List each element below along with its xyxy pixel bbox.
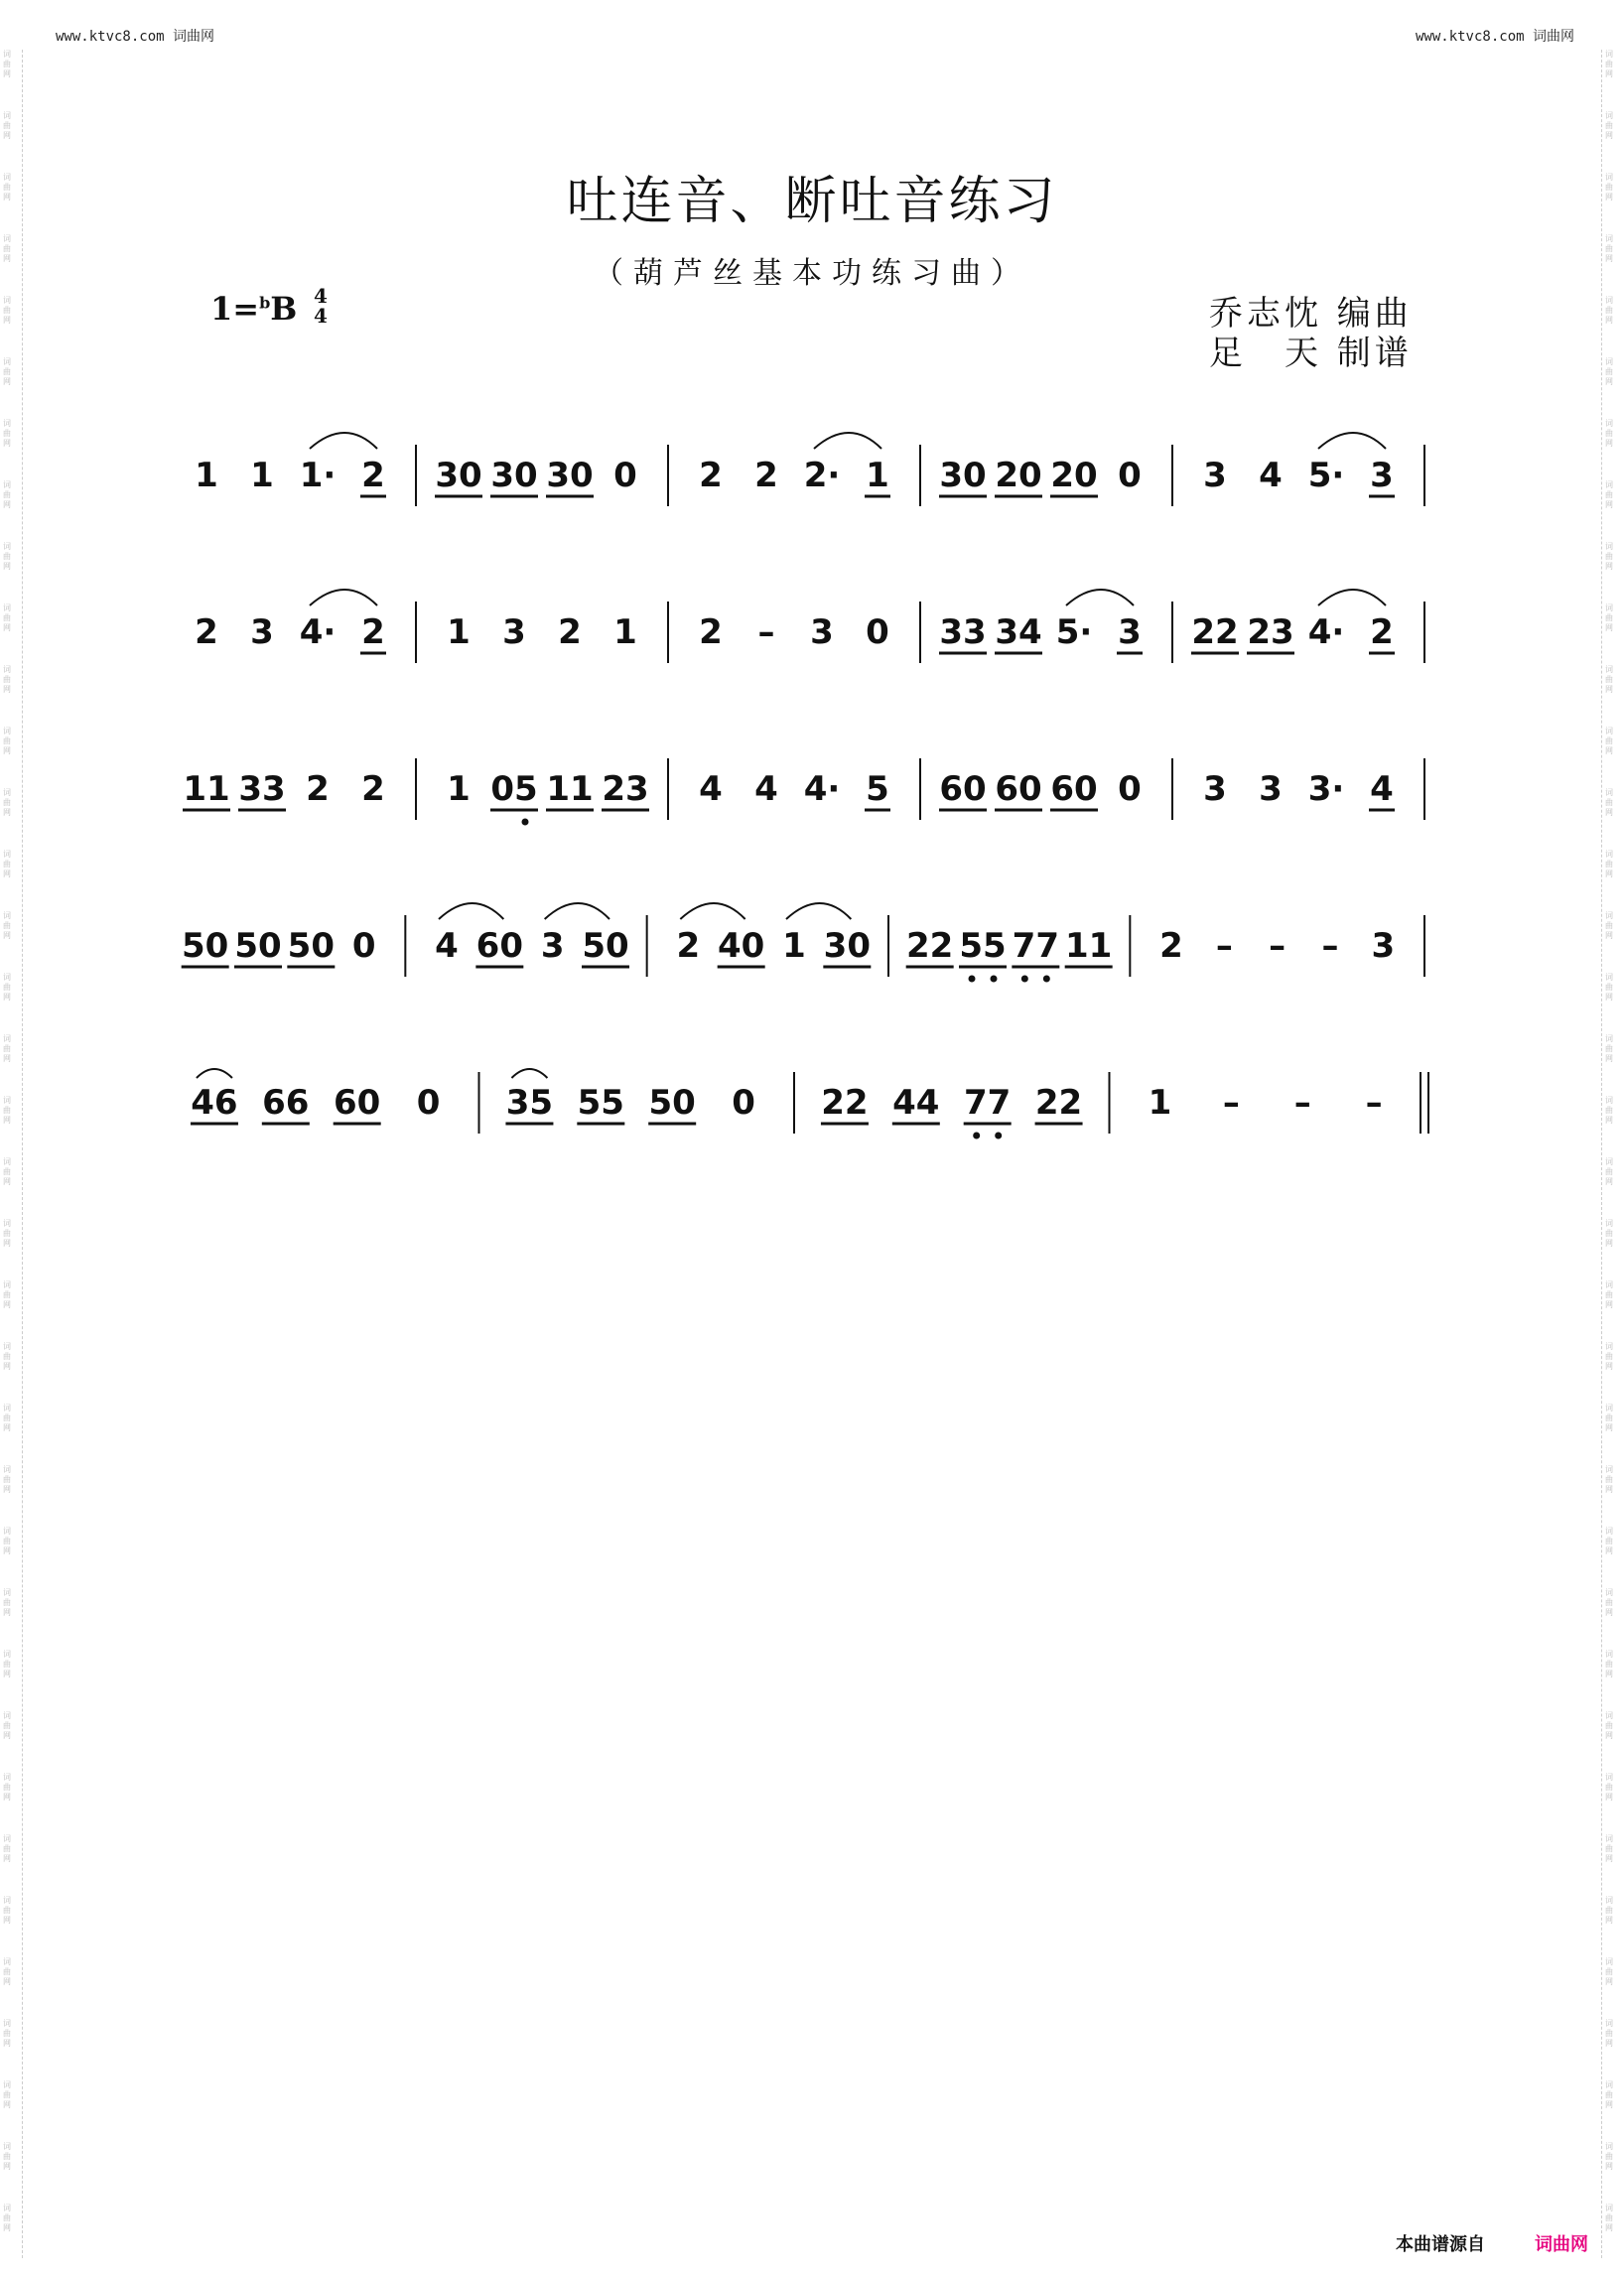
side-watermark-text: 词 曲 网 — [1605, 2019, 1613, 2048]
low-octave-dot — [522, 819, 529, 826]
side-watermark-text: 词 曲 网 — [3, 1219, 11, 1248]
note: 1 — [782, 926, 806, 966]
note: 1 — [195, 456, 218, 495]
side-watermark-text: 词 曲 网 — [3, 2019, 11, 2048]
flat-sign: b — [259, 293, 271, 313]
side-watermark-text: 词 曲 网 — [1605, 480, 1613, 509]
note: 60 — [995, 769, 1042, 809]
side-watermark-text: 词 曲 网 — [1605, 665, 1613, 694]
note: 50 — [582, 926, 629, 966]
side-watermark-text: 词 曲 网 — [1605, 542, 1613, 571]
note: 44 — [892, 1083, 940, 1123]
slur — [545, 903, 609, 919]
note: 34 — [995, 612, 1042, 652]
page-subtitle: （葫芦丝基本功练习曲） — [594, 256, 1030, 291]
slur — [310, 590, 377, 605]
side-watermark-text: 词 曲 网 — [3, 1157, 11, 1186]
note: 1 — [447, 612, 471, 652]
slur — [786, 903, 851, 919]
low-octave-dot — [991, 976, 998, 983]
note: – — [1269, 926, 1286, 966]
side-watermark-text: 词 曲 网 — [1605, 850, 1613, 878]
side-watermark-text: 词 曲 网 — [3, 111, 11, 140]
side-watermark-text: 词 曲 网 — [1605, 1280, 1613, 1309]
side-watermark-text: 词 曲 网 — [3, 1773, 11, 1802]
side-watermark-text: 词 曲 网 — [3, 911, 11, 940]
note: 20 — [995, 456, 1042, 495]
note: 4 — [1370, 769, 1394, 809]
note: 3 — [1203, 456, 1227, 495]
footer-brand: 词曲网 — [1535, 2234, 1588, 2255]
low-octave-dot — [973, 1133, 980, 1139]
low-octave-dot — [969, 976, 976, 983]
note: 22 — [1034, 1083, 1083, 1123]
footer-text: 本曲谱源自 — [1396, 2234, 1485, 2255]
note: 30 — [546, 456, 594, 495]
note: 33 — [238, 769, 286, 809]
note: 1 — [1148, 1083, 1172, 1123]
slur — [197, 1069, 232, 1078]
side-watermark-text: 词 曲 网 — [1605, 1465, 1613, 1494]
note: 77 — [964, 1083, 1012, 1123]
note: 4· — [299, 612, 337, 652]
side-watermark-text: 词 曲 网 — [1605, 50, 1613, 78]
side-watermark-text: 词 曲 网 — [3, 357, 11, 386]
note: 3 — [1118, 612, 1142, 652]
note: 5· — [1055, 612, 1093, 652]
side-watermark-text: 词 曲 网 — [1605, 1588, 1613, 1617]
side-watermark-text: 词 曲 网 — [1605, 234, 1613, 263]
side-watermark-text: 词 曲 网 — [3, 50, 11, 78]
side-watermark-text: 词 曲 网 — [3, 480, 11, 509]
note: 30 — [823, 926, 871, 966]
note: 22 — [906, 926, 954, 966]
note: 20 — [1050, 456, 1098, 495]
note: 30 — [939, 456, 987, 495]
note: – — [1293, 1083, 1311, 1123]
note: 50 — [648, 1083, 696, 1123]
note: 30 — [490, 456, 538, 495]
note: 2 — [306, 769, 330, 809]
side-watermark-text: 词 曲 网 — [3, 2080, 11, 2109]
note: 0 — [416, 1083, 441, 1123]
note: 4 — [699, 769, 723, 809]
side-watermark-text: 词 曲 网 — [3, 727, 11, 755]
side-watermark-text: 词 曲 网 — [3, 419, 11, 448]
side-watermark-text: 词 曲 网 — [3, 2142, 11, 2171]
note: 4 — [1259, 456, 1283, 495]
note: 55 — [577, 1083, 624, 1123]
side-watermark-text: 词 曲 网 — [3, 1527, 11, 1555]
note: – — [1215, 926, 1233, 966]
note: 23 — [1247, 612, 1294, 652]
note: 2 — [1159, 926, 1183, 966]
note: 1 — [250, 456, 274, 495]
note: 11 — [546, 769, 594, 809]
side-watermark-text: 词 曲 网 — [3, 850, 11, 878]
slur — [310, 433, 377, 449]
transcriber-credit: 足 天 制谱 — [1209, 334, 1413, 373]
side-watermark-text: 词 曲 网 — [1605, 1034, 1613, 1063]
slur — [439, 903, 503, 919]
side-watermark-text: 词 曲 网 — [3, 1280, 11, 1309]
header-right: www.ktvc8.com 词曲网 — [1415, 29, 1574, 45]
note: – — [1321, 926, 1339, 966]
side-watermark-text: 词 曲 网 — [1605, 296, 1613, 325]
note: 3 — [1203, 769, 1227, 809]
side-watermark-text: 词 曲 网 — [1605, 1650, 1613, 1678]
side-watermark-text: 词 曲 网 — [3, 2204, 11, 2232]
note: 0 — [732, 1083, 755, 1123]
note: 4· — [803, 769, 841, 809]
side-watermark-text: 词 曲 网 — [1605, 111, 1613, 140]
note: 3 — [1371, 926, 1396, 966]
side-watermark-text: 词 曲 网 — [3, 1342, 11, 1371]
note: 3 — [540, 926, 565, 966]
side-watermark-text: 词 曲 网 — [3, 1588, 11, 1617]
note: 4 — [754, 769, 778, 809]
side-watermark-text: 词 曲 网 — [1605, 1527, 1613, 1555]
side-watermark-text: 词 曲 网 — [1605, 1773, 1613, 1802]
footer — [1396, 2230, 1588, 2256]
side-watermark-text: 词 曲 网 — [3, 1404, 11, 1432]
low-octave-dot — [1043, 976, 1050, 983]
side-watermark-text: 词 曲 网 — [3, 665, 11, 694]
slur — [1318, 590, 1386, 605]
side-watermark-text: 词 曲 网 — [3, 603, 11, 632]
note: – — [757, 612, 775, 652]
note: 3 — [502, 612, 526, 652]
side-watermark-text: 词 曲 网 — [1605, 1157, 1613, 1186]
note: 4· — [1307, 612, 1345, 652]
side-watermark-text: 词 曲 网 — [1605, 911, 1613, 940]
composer-credit: 乔志忱 编曲 — [1209, 294, 1413, 334]
note: 0 — [613, 456, 637, 495]
key-note: B — [270, 290, 298, 328]
note: 2 — [558, 612, 582, 652]
note: 55 — [959, 926, 1007, 966]
side-watermark-text: 词 曲 网 — [3, 1465, 11, 1494]
side-watermark-text: 词 曲 网 — [1605, 1711, 1613, 1740]
note: 0 — [1118, 769, 1142, 809]
note: 05 — [490, 769, 538, 809]
time-signature-bottom: 4 — [314, 304, 328, 328]
note: 2 — [699, 612, 723, 652]
note: 77 — [1012, 926, 1059, 966]
side-watermark-text: 词 曲 网 — [3, 1834, 11, 1863]
side-watermark-text: 词 曲 网 — [3, 234, 11, 263]
note: 60 — [475, 926, 523, 966]
note: 11 — [1065, 926, 1113, 966]
key-prefix: 1= — [210, 290, 260, 328]
header-left: www.ktvc8.com 词曲网 — [56, 29, 215, 45]
note: 0 — [1118, 456, 1142, 495]
note: 0 — [351, 926, 376, 966]
side-watermark-text: 词 曲 网 — [3, 788, 11, 817]
note: 33 — [939, 612, 987, 652]
note: 22 — [821, 1083, 869, 1123]
note: 3 — [1370, 456, 1394, 495]
note: 50 — [287, 926, 335, 966]
note: 22 — [1191, 612, 1239, 652]
side-watermark-text: 词 曲 网 — [1605, 173, 1613, 201]
note: 30 — [435, 456, 482, 495]
note: 3 — [810, 612, 834, 652]
side-watermark-text: 词 曲 网 — [3, 1711, 11, 1740]
slur — [1318, 433, 1386, 449]
note: 2 — [754, 456, 778, 495]
side-watermark-text: 词 曲 网 — [1605, 603, 1613, 632]
note: 50 — [234, 926, 282, 966]
note: 2 — [699, 456, 723, 495]
note: 60 — [1050, 769, 1098, 809]
note: 2 — [361, 769, 385, 809]
side-watermark-text: 词 曲 网 — [3, 1034, 11, 1063]
note: 60 — [939, 769, 987, 809]
note: 2· — [803, 456, 841, 495]
note: 5· — [1307, 456, 1345, 495]
time-signature-top: 4 — [314, 284, 328, 308]
note: 0 — [866, 612, 889, 652]
note: 23 — [602, 769, 649, 809]
note: 2 — [361, 456, 385, 495]
slur — [511, 1069, 547, 1078]
page-title: 吐连音、断吐音练习 — [566, 172, 1058, 231]
note: 3· — [1307, 769, 1345, 809]
slur — [680, 903, 744, 919]
note: 2 — [361, 612, 385, 652]
side-watermark-text: 词 曲 网 — [1605, 1219, 1613, 1248]
side-watermark-text: 词 曲 网 — [3, 1096, 11, 1125]
note: 1 — [613, 612, 637, 652]
side-watermark-text: 词 曲 网 — [3, 1957, 11, 1986]
note: 60 — [334, 1083, 381, 1123]
slur — [1066, 590, 1134, 605]
side-watermark-text: 词 曲 网 — [3, 173, 11, 201]
side-watermark-text: 词 曲 网 — [1605, 973, 1613, 1002]
side-watermark-text: 词 曲 网 — [1605, 1342, 1613, 1371]
side-watermark-text: 词 曲 网 — [1605, 419, 1613, 448]
side-watermark-text: 词 曲 网 — [1605, 1957, 1613, 1986]
side-watermark-text: 词 曲 网 — [1605, 1896, 1613, 1925]
side-watermark-text: 词 曲 网 — [1605, 1834, 1613, 1863]
side-watermark-text: 词 曲 网 — [3, 296, 11, 325]
low-octave-dot — [995, 1133, 1002, 1139]
note: 1 — [866, 456, 889, 495]
side-watermark-text: 词 曲 网 — [1605, 727, 1613, 755]
side-watermark-text: 词 曲 网 — [1605, 2204, 1613, 2232]
side-watermark-text: 词 曲 网 — [1605, 1096, 1613, 1125]
note: 2 — [1370, 612, 1394, 652]
side-watermark-text: 词 曲 网 — [3, 1650, 11, 1678]
note: 2 — [195, 612, 218, 652]
side-watermark-text: 词 曲 网 — [1605, 2080, 1613, 2109]
note: 3 — [1259, 769, 1283, 809]
note: – — [1222, 1083, 1240, 1123]
low-octave-dot — [1021, 976, 1028, 983]
note: 50 — [182, 926, 229, 966]
note: 2 — [676, 926, 701, 966]
note: – — [1365, 1083, 1383, 1123]
note: 11 — [183, 769, 230, 809]
side-watermark-text: 词 曲 网 — [1605, 1404, 1613, 1432]
note: 46 — [191, 1083, 238, 1123]
note: 35 — [505, 1083, 554, 1123]
note: 4 — [435, 926, 459, 966]
side-watermark-text: 词 曲 网 — [3, 1896, 11, 1925]
side-watermark-text: 词 曲 网 — [3, 542, 11, 571]
side-watermark-text: 词 曲 网 — [3, 973, 11, 1002]
note: 3 — [250, 612, 274, 652]
slur — [814, 433, 881, 449]
side-watermark-text: 词 曲 网 — [1605, 357, 1613, 386]
note: 40 — [718, 926, 765, 966]
side-watermark-text: 词 曲 网 — [1605, 788, 1613, 817]
side-watermark-text: 词 曲 网 — [1605, 2142, 1613, 2171]
note: 66 — [262, 1083, 310, 1123]
note: 1· — [299, 456, 337, 495]
note: 1 — [447, 769, 471, 809]
note: 5 — [866, 769, 889, 809]
